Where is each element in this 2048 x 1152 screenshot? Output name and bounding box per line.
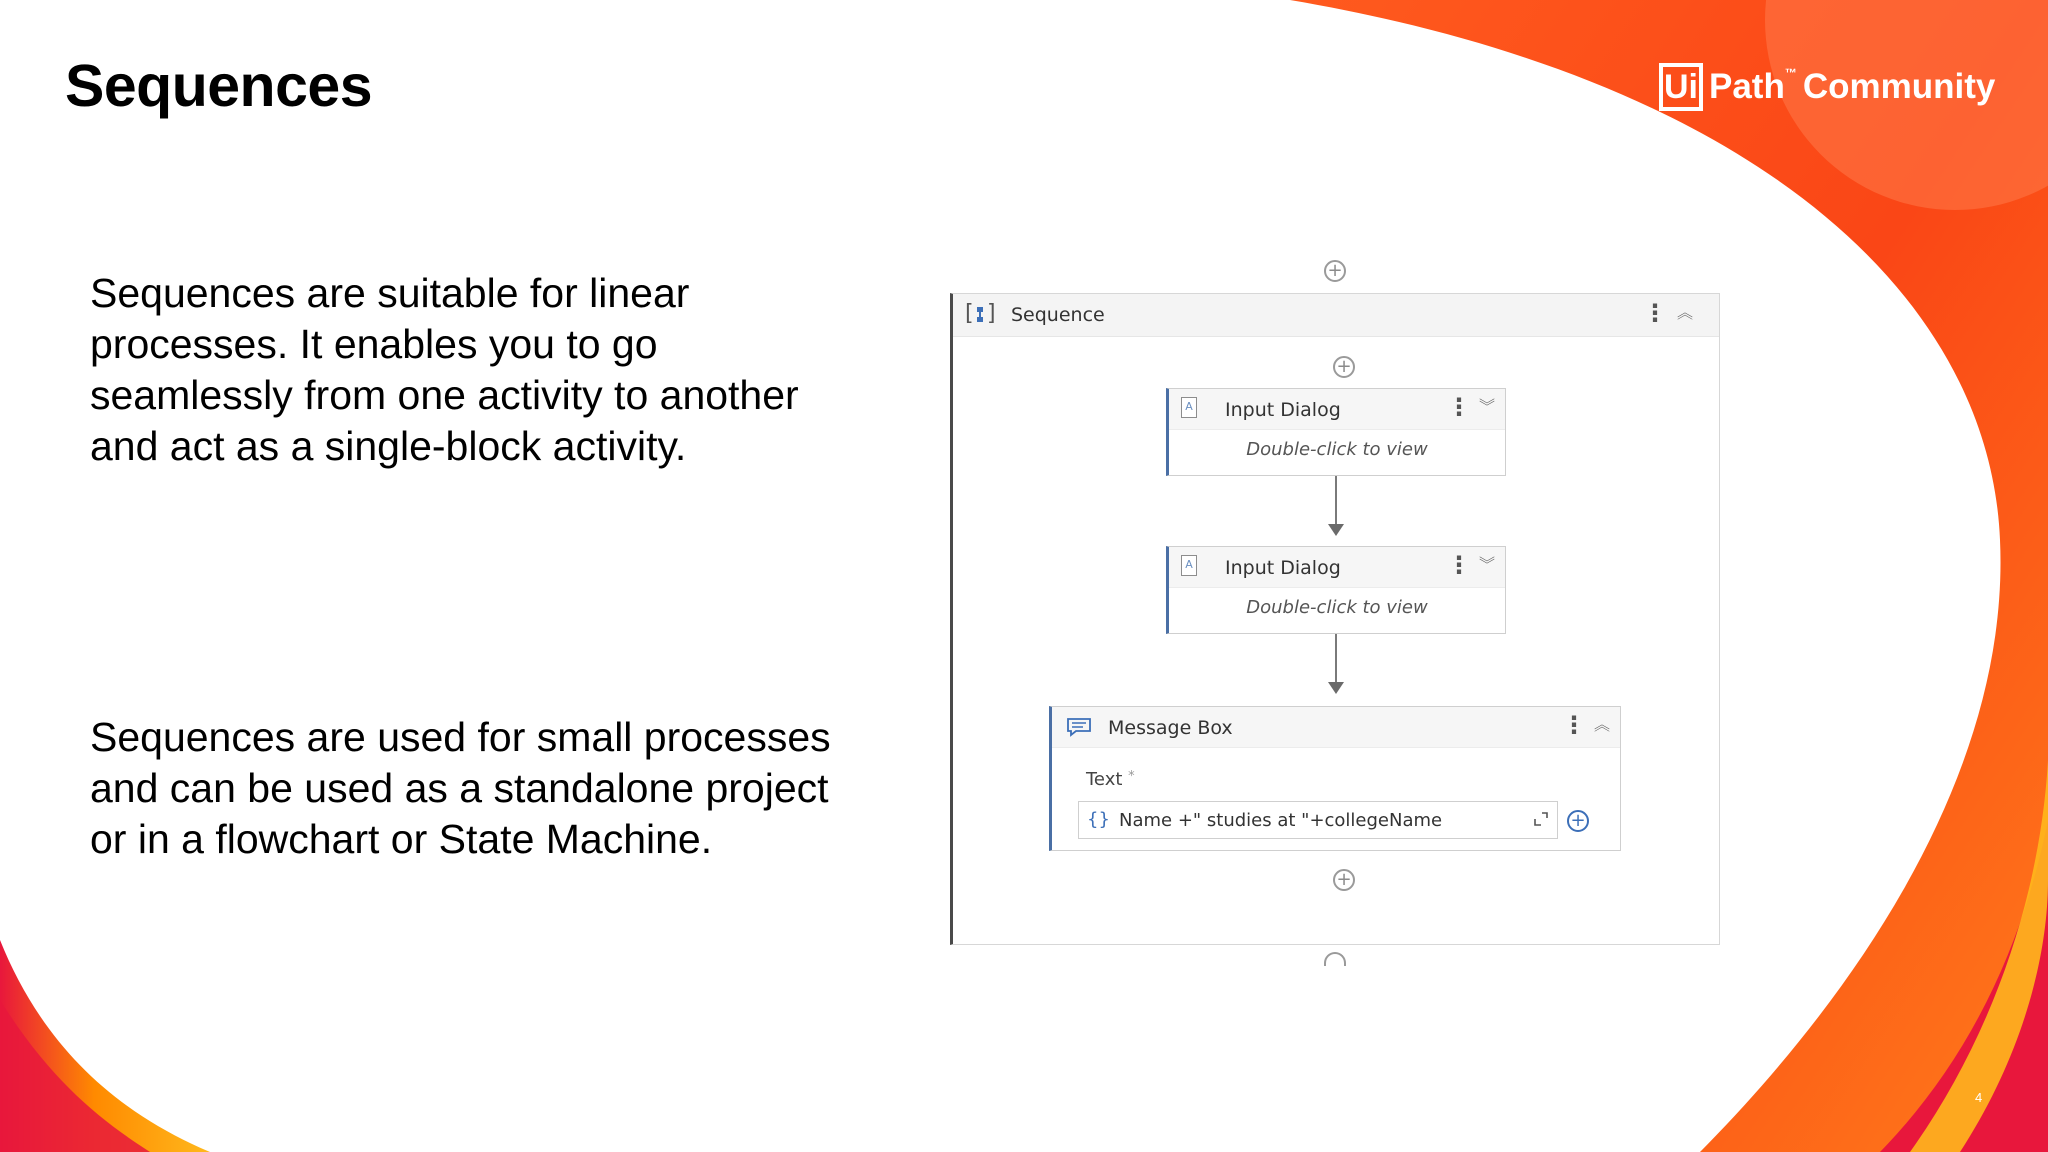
message-box-header bbox=[1052, 707, 1620, 748]
input-dialog-title: Input Dialog bbox=[1225, 557, 1341, 579]
add-activity-icon[interactable]: + bbox=[1333, 356, 1355, 378]
text-expression-value: Name +" studies at "+collegeName bbox=[1119, 810, 1443, 831]
sequence-container[interactable] bbox=[950, 293, 1720, 945]
chevron-down-double-icon[interactable]: ︾ bbox=[1479, 397, 1496, 416]
text-label: Text bbox=[1086, 769, 1123, 790]
message-box-title: Message Box bbox=[1108, 717, 1233, 739]
message-icon bbox=[1066, 717, 1092, 737]
connector-line bbox=[1335, 634, 1337, 686]
sequence-title: Sequence bbox=[1011, 304, 1105, 326]
logo-ui-box: Ui bbox=[1659, 63, 1703, 111]
text-property-label bbox=[1086, 769, 1135, 790]
document-icon: A bbox=[1181, 397, 1197, 418]
input-dialog-title: Input Dialog bbox=[1225, 399, 1341, 421]
logo-trademark: ™ bbox=[1784, 66, 1797, 80]
chevron-down-double-icon[interactable]: ︾ bbox=[1479, 555, 1496, 574]
paragraph-small-processes: Sequences are used for small processes and can be used as a standalone project or in a flowchart or State Machine. bbox=[90, 714, 831, 862]
activity-hint: Double-click to view bbox=[1246, 597, 1428, 618]
connector-arrow bbox=[1328, 524, 1344, 536]
connector-line bbox=[1335, 476, 1337, 528]
logo-path-text: Path bbox=[1709, 67, 1785, 106]
sequence-header[interactable] bbox=[953, 294, 1719, 337]
add-activity-bottom-icon[interactable] bbox=[1324, 952, 1346, 966]
page-number: 4 bbox=[1975, 1090, 1983, 1105]
add-activity-icon[interactable]: + bbox=[1333, 869, 1355, 891]
chevron-up-double-icon[interactable]: ︽ bbox=[1677, 303, 1694, 322]
kebab-menu-icon[interactable]: ⋮ bbox=[1562, 711, 1586, 739]
expand-icon[interactable] bbox=[1533, 811, 1549, 827]
workflow-screenshot bbox=[940, 255, 1730, 970]
kebab-menu-icon[interactable]: ⋮ bbox=[1643, 299, 1667, 327]
input-dialog-header bbox=[1169, 547, 1505, 588]
message-box-activity[interactable] bbox=[1049, 706, 1621, 851]
document-icon: A bbox=[1181, 555, 1197, 576]
activity-hint: Double-click to view bbox=[1246, 439, 1428, 460]
add-activity-top-icon[interactable]: + bbox=[1324, 260, 1346, 282]
add-circle-icon[interactable]: + bbox=[1567, 810, 1589, 832]
input-dialog-activity[interactable] bbox=[1166, 388, 1506, 476]
kebab-menu-icon[interactable]: ⋮ bbox=[1447, 551, 1471, 579]
paragraph-linear-processes: Sequences are suitable for linear processes. It enables you to go seamlessly from one activity to another and act as a single-block activity. bbox=[90, 270, 799, 469]
uipath-community-logo bbox=[1659, 60, 1995, 114]
kebab-menu-icon[interactable]: ⋮ bbox=[1447, 393, 1471, 421]
input-dialog-header bbox=[1169, 389, 1505, 430]
braces-icon[interactable]: {} bbox=[1087, 809, 1110, 830]
required-mark: * bbox=[1128, 769, 1135, 784]
connector-arrow bbox=[1328, 682, 1344, 694]
sequence-icon: [ ] bbox=[965, 301, 996, 326]
text-expression-field[interactable] bbox=[1078, 801, 1558, 839]
slide-title: Sequences bbox=[65, 53, 373, 119]
logo-community-text: Community bbox=[1802, 67, 1996, 106]
chevron-up-double-icon[interactable]: ︽ bbox=[1594, 715, 1611, 734]
input-dialog-activity[interactable] bbox=[1166, 546, 1506, 634]
